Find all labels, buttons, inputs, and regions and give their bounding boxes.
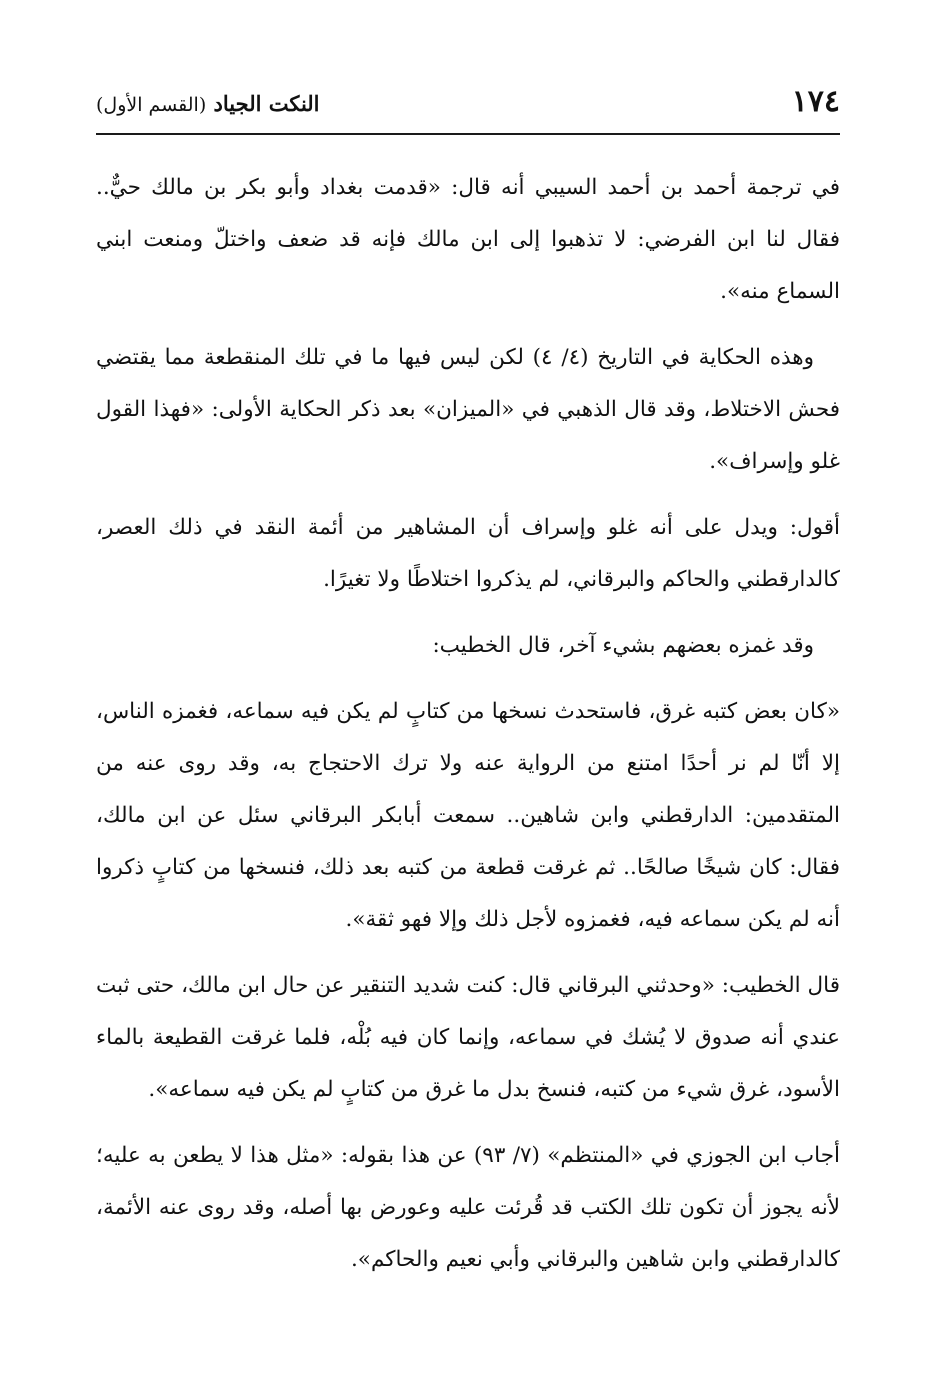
paragraph-3: أقول: ويدل على أنه غلو وإسراف أن المشاهير من أئمة النقد في ذلك العصر، كالدارقطني والحاكم والبرقاني، لم يذكروا اختلاطًا ولا تغيرًا. <box>96 515 840 592</box>
paragraph-7: أجاب ابن الجوزي في «المنتظم» (٧/ ٩٣) عن هذا بقوله: «مثل هذا لا يطعن به عليه؛ لأنه يجوز أن تكون تلك الكتب قد قُرئت عليه وعورض بها أصله، وقد روى عنه الأئمة، كالدارقطني وابن شاهين والبرقاني وأبي نعيم والحاكم». <box>96 1143 840 1272</box>
paragraph-4: وقد غمزه بعضهم بشيء آخر، قال الخطيب: <box>432 633 814 658</box>
page-header <box>96 82 840 126</box>
page-number: ١٧٤ <box>791 84 840 119</box>
part-label: (القسم الأول) <box>96 94 207 116</box>
paragraph-6: قال الخطيب: «وحدثني البرقاني قال: كنت شديد التنقير عن حال ابن مالك، حتى ثبت عندي أنه صدوق لا يُشك في سماعه، وإنما كان فيه بُلْه، فلما غرقت القطيعة بالماء الأسود، غرق شيء من كتبه، فنسخ بدل ما غرق من كتابٍ لم يكن فيه سماعه». <box>96 973 840 1102</box>
paragraph-1: في ترجمة أحمد بن أحمد السيبي أنه قال: «قدمت بغداد وأبو بكر بن مالك حيٌّ.. فقال لنا ابن الفرضي: لا تذهبوا إلى ابن مالك فإنه قد ضعف واختلّ ومنعت ابني السماع منه». <box>96 175 840 304</box>
header-divider <box>96 133 840 135</box>
paragraph-2: وهذه الحكاية في التاريخ (٤/ ٤) لكن ليس فيها ما في تلك المنقطعة مما يقتضي فحش الاختلاط، وقد قال الذهبي في «الميزان» بعد ذكر الحكاية الأولى: «فهذا القول غلو وإسراف». <box>96 345 840 474</box>
page-body <box>96 162 840 1300</box>
running-title <box>96 86 320 123</box>
book-title: النكت الجياد <box>213 91 320 116</box>
quote-paragraph: «كان بعض كتبه غرق، فاستحدث نسخها من كتابٍ لم يكن فيه سماعه، فغمزه الناس، إلا أنّا لم نر أحدًا امتنع من الرواية عنه ولا ترك الاحتجاج به، وقد روى عنه من المتقدمين: الدارقطني وابن شاهين.. سمعت أبابكر البرقاني سئل عن ابن مالك، فقال: كان شيخًا صالحًا.. ثم غرقت قطعة من كتبه بعد ذلك، فنسخها من كتابٍ ذكروا أنه لم يكن سماعه فيه، فغمزوه لأجل ذلك وإلا فهو ثقة». <box>96 699 840 932</box>
